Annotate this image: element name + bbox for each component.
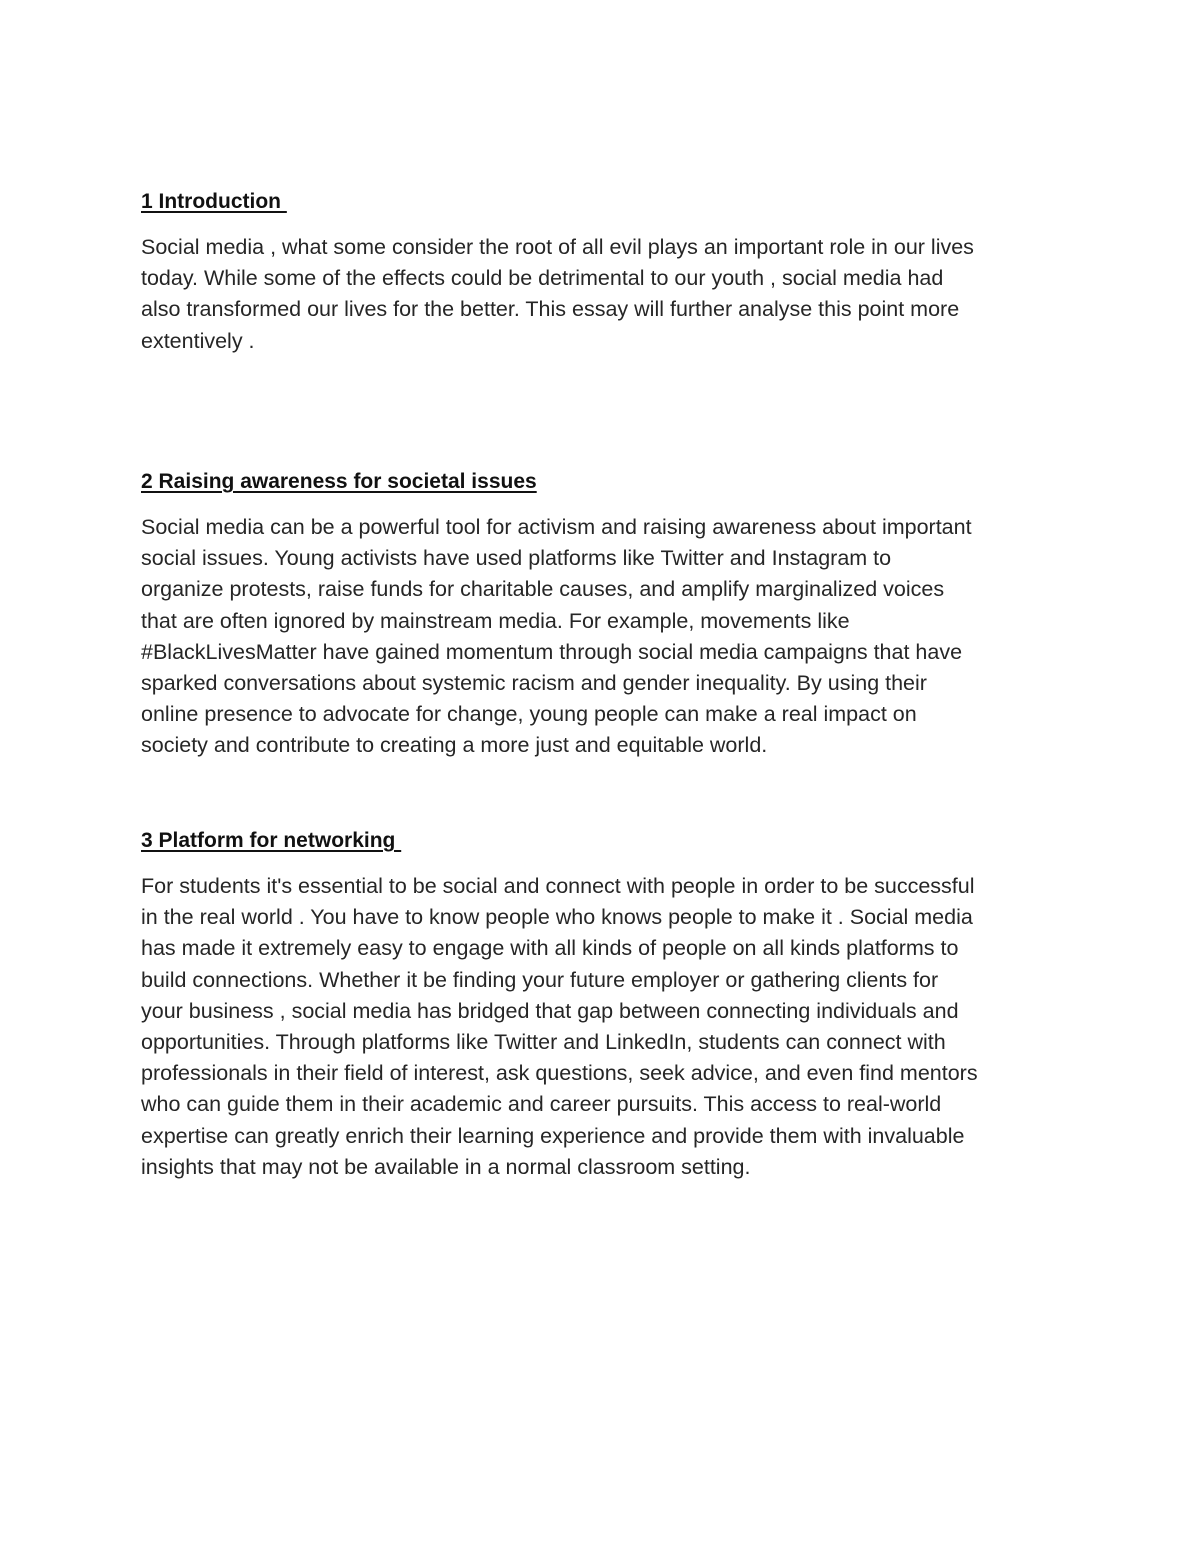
section-paragraph bbox=[141, 871, 1061, 1183]
paragraph-line: build connections. Whether it be finding your future employer or gathering clients for bbox=[141, 967, 939, 992]
section-introduction bbox=[141, 188, 1061, 357]
paragraph-line: Social media can be a powerful tool for activism and raising awareness about important bbox=[141, 515, 972, 539]
paragraph-line: your business , social media has bridged that gap between connecting individuals and bbox=[141, 998, 959, 1023]
paragraph-line: today. While some of the effects could be detrimental to our youth , social media had bbox=[141, 266, 944, 291]
section-heading: 1 Introduction bbox=[141, 190, 287, 213]
paragraph-line: society and contribute to creating a more just and equitable world. bbox=[141, 733, 768, 758]
paragraph-line: #BlackLivesMatter have gained momentum through social media campaigns that have bbox=[141, 639, 963, 664]
paragraph-line: in the real world . You have to know people who knows people to make it . Social media bbox=[141, 905, 973, 930]
paragraph-line: also transformed our lives for the better. This essay will further analyse this point more bbox=[141, 297, 960, 322]
paragraph-line: extentively . bbox=[141, 328, 255, 353]
paragraph-line: that are often ignored by mainstream media. For example, movements like bbox=[141, 608, 850, 633]
section-paragraph bbox=[141, 232, 1061, 357]
paragraph-line: organize protests, raise funds for charitable causes, and amplify marginalized voices bbox=[141, 577, 945, 602]
section-paragraph bbox=[141, 512, 1061, 762]
section-heading: 2 Raising awareness for societal issues bbox=[141, 470, 537, 493]
section-heading: 3 Platform for networking bbox=[141, 829, 402, 852]
paragraph-line: has made it extremely easy to engage with all kinds of people on all kinds platforms to bbox=[141, 936, 959, 961]
paragraph-line: online presence to advocate for change, young people can make a real impact on bbox=[141, 702, 917, 727]
paragraph-line: social issues. Young activists have used platforms like Twitter and Instagram to bbox=[141, 546, 892, 571]
paragraph-line: Social media , what some consider the root of all evil plays an important role in our lives bbox=[141, 235, 974, 259]
paragraph-line: who can guide them in their academic and career pursuits. This access to real-world bbox=[141, 1092, 942, 1117]
paragraph-line: expertise can greatly enrich their learning experience and provide them with invaluable bbox=[141, 1123, 965, 1148]
paragraph-line: professionals in their field of interest, ask questions, seek advice, and even find mentors bbox=[141, 1061, 978, 1086]
paragraph-line: opportunities. Through platforms like Twitter and LinkedIn, students can connect with bbox=[141, 1030, 946, 1055]
paragraph-line: sparked conversations about systemic racism and gender inequality. By using their bbox=[141, 671, 927, 696]
section-platform-networking bbox=[141, 827, 1061, 1183]
section-raising-awareness bbox=[141, 468, 1061, 762]
paragraph-line: insights that may not be available in a normal classroom setting. bbox=[141, 1154, 751, 1179]
paragraph-line: For students it's essential to be social and connect with people in order to be successful bbox=[141, 874, 975, 898]
